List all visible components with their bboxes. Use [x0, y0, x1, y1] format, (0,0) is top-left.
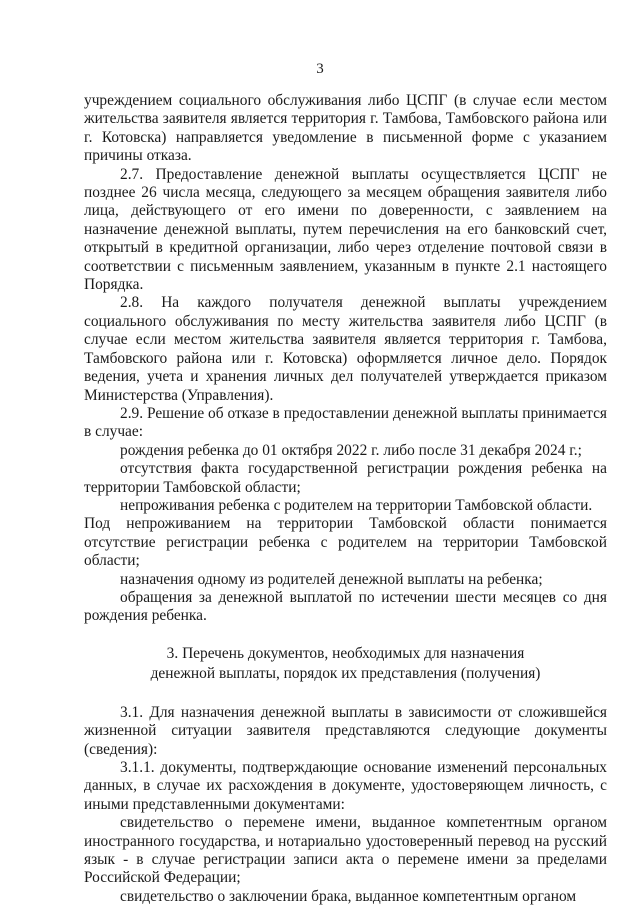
paragraph-2-7: 2.7. Предоставление денежной выплаты осуществляется ЦСПГ не позднее 26 числа месяца, следующего за месяцем обращения заявителя либо лица, действующего от его имени по доверенности, с заявлением на назначение денежной выплаты, путем перечисления на его банковский счет, открытый в кредитной организации, либо через отделение почтовой связи в соответствии с письменным заявлением, указанным в пункте 2.1 настоящего Порядка.: [84, 165, 607, 294]
section-3-heading: [84, 644, 607, 684]
paragraph-2-9-residence-definition: Под непроживанием на территории Тамбовской области понимается отсутствие регистрации ребенка с родителем на территории Тамбовской области;: [84, 515, 607, 570]
page-number: 3: [316, 61, 324, 77]
paragraph-2-9-item-registration: отсутствия факта государственной регистрации рождения ребенка на территории Тамбовской области;: [84, 460, 607, 496]
paragraph-2-9: 2.9. Решение об отказе в предоставлении денежной выплаты принимается в случае:: [84, 404, 607, 441]
paragraph-continuation: учреждением социального обслуживания либо ЦСПГ (в случае если местом жительства заявителя является территория г. Тамбова, Тамбовского района или г. Котовска) направляется уведомление в письменной форме с указанием причины отказа.: [84, 92, 607, 165]
paragraph-2-9-item-other-parent: назначения одному из родителей денежной выплаты на ребенка;: [120, 570, 543, 588]
section-3-heading-line-1: 3. Перечень документов, необходимых для назначения: [166, 644, 525, 662]
paragraph-3-1-1-name-change: свидетельство о перемене имени, выданное компетентным органом иностранного государства, и нотариально удостоверенный перевод на русский язык - в случае регистрации записи акта о перемене имени за пределами Российской Федерации;: [84, 814, 607, 887]
section-3-heading-line-2: денежной выплаты, порядок их представления (получения): [150, 664, 541, 682]
paragraph-2-9-item-residence: непроживания ребенка с родителем на территории Тамбовской области.: [120, 496, 593, 514]
paragraph-2-9-item-six-months: обращения за денежной выплатой по истечении шести месяцев со дня рождения ребенка.: [84, 588, 607, 625]
paragraph-2-8: 2.8. На каждого получателя денежной выплаты учреждением социального обслуживания по месту жительства заявителя либо ЦСПГ (в случае если местом жительства заявителя является территория г. Тамбова, Тамбовского района или г. Котовска) оформляется личное дело. Порядок ведения, учета и хранения личных дел получателей утверждается приказом Министерства (Управления).: [84, 294, 607, 404]
paragraph-3-1-1-marriage: свидетельство о заключении брака, выданное компетентным органом: [120, 887, 577, 905]
document-body: [84, 92, 607, 906]
paragraph-3-1: 3.1. Для назначения денежной выплаты в зависимости от сложившейся жизненной ситуации заявителя представляются следующие документы (сведения):: [84, 703, 607, 758]
paragraph-2-9-item-birth-date: рождения ребенка до 01 октября 2022 г. либо после 31 декабря 2024 г.;: [120, 441, 582, 459]
paragraph-3-1-1: 3.1.1. документы, подтверждающие основание изменений персональных данных, в случае их расхождения в документе, удостоверяющем личность, с иными представленными документами:: [84, 759, 607, 813]
